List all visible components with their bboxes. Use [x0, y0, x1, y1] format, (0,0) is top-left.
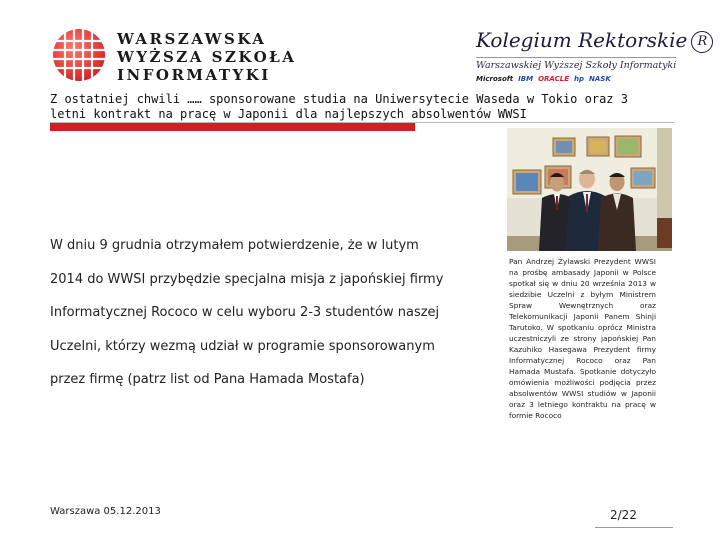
wwsi-logo-icon — [52, 28, 106, 82]
sponsor-logos — [476, 73, 676, 85]
kolegium-title: Kolegium Rektorskie R — [476, 28, 676, 53]
university-name — [117, 30, 296, 84]
sponsor-logo: ORACLE — [538, 75, 569, 83]
registered-mark-icon: R — [691, 31, 713, 53]
page-number: 2/22 — [610, 508, 637, 522]
body-line: 2014 do WWSI przybędzie specjalna misja z japońskiej firmy — [50, 271, 444, 287]
accent-bar — [50, 123, 415, 131]
sponsor-logo: hp — [574, 75, 584, 83]
sponsor-logo: Microsoft — [476, 75, 514, 83]
footer-date: Warszawa 05.12.2013 — [50, 506, 161, 517]
university-name-line-2: WYŻSZA SZKOŁA — [117, 48, 297, 66]
kolegium-rektorskie-logo — [476, 28, 708, 71]
body-line: Informatycznej Rococo w celu wyboru 2-3 studentów naszej — [50, 305, 440, 320]
footer-divider — [595, 527, 673, 528]
body-text — [50, 238, 490, 406]
body-line: W dniu 9 grudnia otrzymałem potwierdzenie, że w lutym — [50, 238, 419, 253]
body-line: przez firmę (patrz list od Pana Hamada Mostafa) — [50, 372, 365, 387]
university-name-line-3: INFORMATYKI — [117, 66, 271, 84]
sponsor-logo: NASK — [589, 75, 611, 83]
photo-caption: Pan Andrzej Żylawski Prezydent WWSI na prośbę ambasady Japonii w Polsce spotkał się w dniu 20 września 2013 w siedzibie Uczelni z byłym Ministrem Spraw Wewnętrznych oraz Telekomunikacji Japonii Panem Shinji Tarutoko. W spotkaniu oprócz Ministra uczestniczyli ze strony japońskiej Pan Kazuhiko Hasegawa Prezydent firmy Informatycznej Rococo oraz Pan Hamada Mustafa. Spotkanie dotyczyło omówienia możliwości podjęcia przez absolwentów WWSI studiów w Japonii oraz 3 letniego kontraktu na pracę w formie Rococo — [509, 257, 656, 420]
meeting-photo — [507, 128, 672, 251]
body-line: Uczelni, którzy wezmą udział w programie sponsorowanym — [50, 338, 435, 354]
kolegium-subtitle: Warszawskiej Wyższej Szkoły Informatyki — [476, 57, 676, 71]
university-name-line-1: WARSZAWSKA — [117, 30, 267, 48]
page-headline: Z ostatniej chwili …… sponsorowane studia na Uniwersytecie Waseda w Tokio oraz 3 letni kontrakt na pracę w Japonii dla najlepszych absolwentów WWSI — [50, 92, 628, 121]
sponsor-logo: IBM — [518, 75, 534, 83]
